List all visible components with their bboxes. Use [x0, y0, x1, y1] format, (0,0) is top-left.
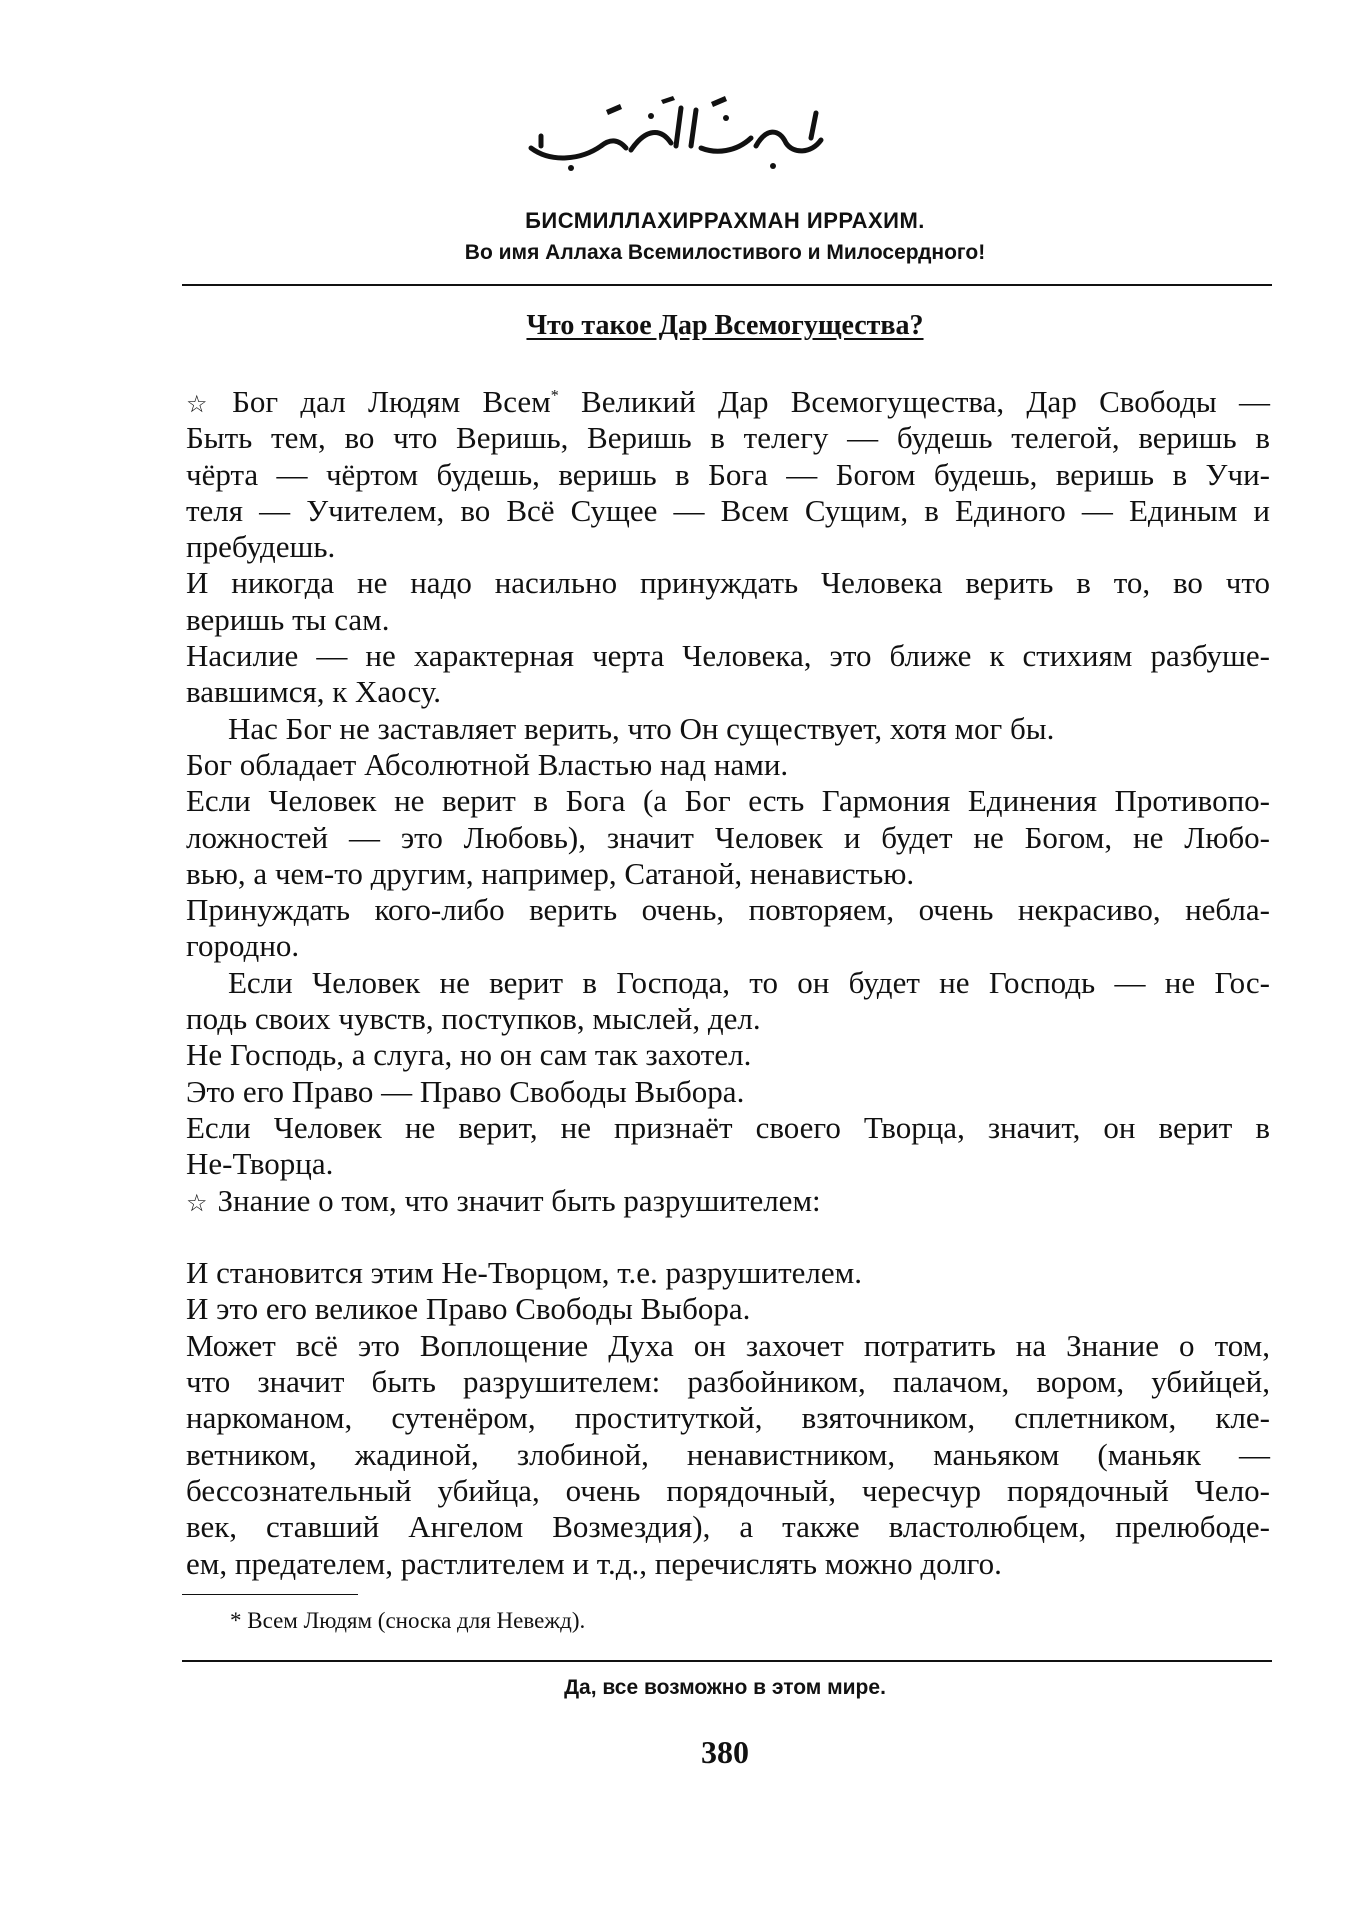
text-line: ☆ Бог дал Людям Всем* Великий Дар Всемогущества, Дар Свободы —	[186, 384, 1270, 419]
footnote: * Всем Людям (сноска для Невежд).	[230, 1608, 586, 1633]
text-line: Не Господь, а слуга, но он сам так захотел.	[186, 1037, 752, 1073]
text-line: подь своих чувств, поступков, мыслей, дел.	[186, 1001, 761, 1037]
text-line: вью, а чем-то другим, например, Сатаной, ненавистью.	[186, 855, 915, 891]
text-line: ветником, жадиной, злобиной, ненавистником, маньяком (маньяк —	[186, 1436, 1270, 1472]
footnote-divider	[182, 1594, 358, 1595]
star-outline-icon: ☆	[186, 390, 223, 418]
text-line: Быть тем, во что Веришь, Веришь в телегу — будешь телегой, веришь в	[186, 420, 1270, 456]
text-line: Если Человек не верит, не признаёт своего Творца, значит, он верит в	[186, 1109, 1270, 1145]
text-line: Если Человек не верит в Господа, то он будет не Господь — не Гос-	[228, 964, 1270, 1000]
footer-text: Да, все возможно в этом мире.	[564, 1676, 886, 1699]
paragraph-gap	[186, 1219, 1270, 1255]
section-title	[180, 310, 1270, 342]
text-line: вавшимся, к Хаосу.	[186, 674, 441, 710]
text-line: Насилие — не характерная черта Человека, это ближе к стихиям разбуше-	[186, 638, 1270, 674]
body-text	[186, 384, 1270, 1582]
text-line: Нас Бог не заставляет верить, что Он существует, хотя мог бы.	[228, 710, 1055, 746]
text-line: Не-Творца.	[186, 1146, 334, 1182]
text-line: век, ставший Ангелом Возмездия), а также властолюбцем, прелюбоде-	[186, 1509, 1270, 1545]
top-divider	[182, 284, 1272, 286]
text-line: бессознательный убийца, очень порядочный, чересчур порядочный Чело-	[186, 1472, 1270, 1508]
text-line: теля — Учителем, во Всё Сущее — Всем Сущим, в Единого — Единым и	[186, 492, 1270, 528]
text-line: наркоманом, сутенёром, проституткой, взяточником, сплетником, кле-	[186, 1400, 1270, 1436]
bismillah-calligraphy	[0, 88, 1351, 178]
text-line: Если Человек не верит в Бога (а Бог есть Гармония Единения Противопо-	[186, 783, 1270, 819]
section-title-text: Что такое Дар Всемогущества?	[526, 310, 924, 341]
header-title: БИСМИЛЛАХИРРАХМАН ИРРАХИМ.	[525, 208, 925, 233]
text-line: И становится этим Не-Творцом, т.е. разрушителем.	[186, 1255, 862, 1291]
text-line: чёрта — чёртом будешь, веришь в Бога — Богом будешь, веришь в Учи-	[186, 456, 1270, 492]
text-line: городно.	[186, 928, 300, 964]
header-subtitle: Во имя Аллаха Всемилостивого и Милосердного!	[464, 241, 986, 264]
text-line: И это его великое Право Свободы Выбора.	[186, 1291, 751, 1327]
text-line: веришь ты сам.	[186, 601, 390, 637]
text-line: ☆ Знание о том, что значит быть разрушителем:	[186, 1182, 821, 1218]
text-line: Бог обладает Абсолютной Властью над нами.	[186, 746, 789, 782]
text-line: ем, предателем, растлителем и т.д., перечислять можно долго.	[186, 1545, 1002, 1581]
text-line: что значит быть разрушителем: разбойником, палачом, вором, убийцей,	[186, 1364, 1270, 1400]
text-line: Может всё это Воплощение Духа он захочет потратить на Знание о том,	[186, 1327, 1270, 1363]
text-line: пребудешь.	[186, 529, 336, 565]
bottom-divider	[182, 1660, 1272, 1662]
text-line: ложностей — это Любовь), значит Человек и будет не Богом, не Любо-	[186, 819, 1270, 855]
text-line: Это его Право — Право Свободы Выбора.	[186, 1073, 745, 1109]
text-line: Принуждать кого-либо верить очень, повторяем, очень некрасиво, небла-	[186, 892, 1270, 928]
text-line: И никогда не надо насильно принуждать Человека верить в то, во что	[186, 565, 1270, 601]
calligraphy-icon	[511, 88, 841, 178]
star-outline-icon: ☆	[186, 1188, 208, 1217]
page-number: 380	[701, 1734, 749, 1770]
